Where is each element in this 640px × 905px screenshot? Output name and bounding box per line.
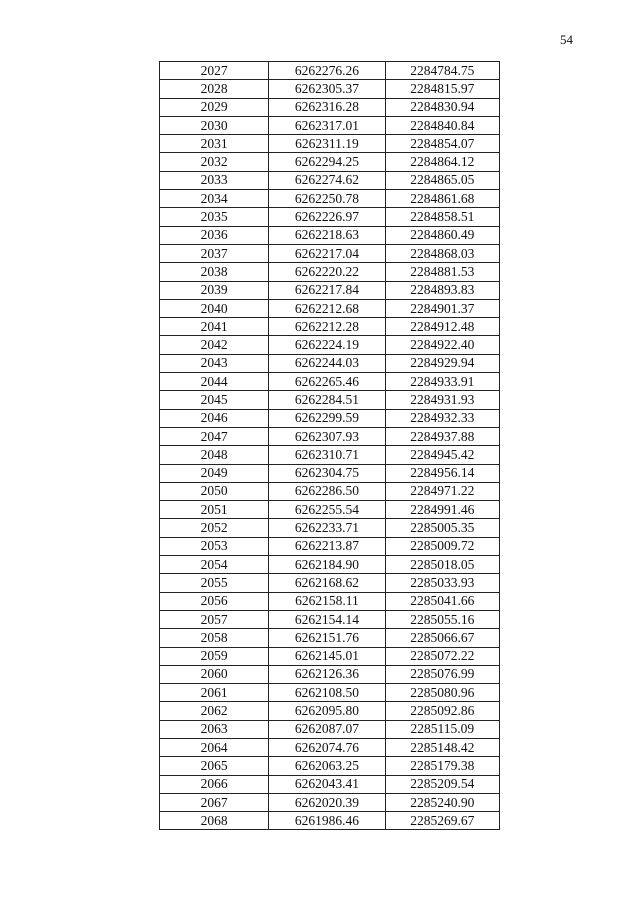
point-number-cell: 2056 [160, 592, 269, 610]
y-coordinate-cell: 2285240.90 [385, 793, 499, 811]
x-coordinate-cell: 6262020.39 [269, 793, 385, 811]
y-coordinate-cell: 2284929.94 [385, 354, 499, 372]
table-row [160, 190, 500, 208]
point-number-cell: 2036 [160, 226, 269, 244]
x-coordinate-cell: 6262126.36 [269, 665, 385, 683]
table-row [160, 464, 500, 482]
table-row [160, 610, 500, 628]
y-coordinate-cell: 2284860.49 [385, 226, 499, 244]
table-row [160, 281, 500, 299]
page-number: 54 [560, 32, 573, 47]
x-coordinate-cell: 6262226.97 [269, 208, 385, 226]
table-row [160, 720, 500, 738]
x-coordinate-cell: 6262274.62 [269, 171, 385, 189]
y-coordinate-cell: 2284912.48 [385, 318, 499, 336]
table-row [160, 153, 500, 171]
y-coordinate-cell: 2284937.88 [385, 427, 499, 445]
table-row [160, 336, 500, 354]
point-number-cell: 2061 [160, 684, 269, 702]
y-coordinate-cell: 2284945.42 [385, 446, 499, 464]
x-coordinate-cell: 6262212.28 [269, 318, 385, 336]
point-number-cell: 2038 [160, 263, 269, 281]
x-coordinate-cell: 6262217.04 [269, 244, 385, 262]
table-row [160, 171, 500, 189]
x-coordinate-cell: 6262317.01 [269, 116, 385, 134]
x-coordinate-cell: 6262168.62 [269, 574, 385, 592]
y-coordinate-cell: 2285072.22 [385, 647, 499, 665]
y-coordinate-cell: 2284931.93 [385, 391, 499, 409]
y-coordinate-cell: 2284922.40 [385, 336, 499, 354]
table-row [160, 116, 500, 134]
table-row [160, 684, 500, 702]
y-coordinate-cell: 2285055.16 [385, 610, 499, 628]
point-number-cell: 2065 [160, 757, 269, 775]
y-coordinate-cell: 2284830.94 [385, 98, 499, 116]
point-number-cell: 2048 [160, 446, 269, 464]
x-coordinate-cell: 6262158.11 [269, 592, 385, 610]
table-row [160, 80, 500, 98]
y-coordinate-cell: 2284864.12 [385, 153, 499, 171]
table-row [160, 647, 500, 665]
y-coordinate-cell: 2285033.93 [385, 574, 499, 592]
x-coordinate-cell: 6262286.50 [269, 482, 385, 500]
y-coordinate-cell: 2285066.67 [385, 629, 499, 647]
point-number-cell: 2031 [160, 135, 269, 153]
y-coordinate-cell: 2284784.75 [385, 62, 499, 80]
x-coordinate-cell: 6262184.90 [269, 556, 385, 574]
point-number-cell: 2027 [160, 62, 269, 80]
x-coordinate-cell: 6262305.37 [269, 80, 385, 98]
x-coordinate-cell: 6262213.87 [269, 537, 385, 555]
table-row [160, 226, 500, 244]
table-row [160, 519, 500, 537]
point-number-cell: 2037 [160, 244, 269, 262]
table-row [160, 738, 500, 756]
point-number-cell: 2044 [160, 373, 269, 391]
x-coordinate-cell: 6262095.80 [269, 702, 385, 720]
coordinates-table-body [160, 62, 500, 830]
table-row [160, 757, 500, 775]
y-coordinate-cell: 2284861.68 [385, 190, 499, 208]
table-row [160, 812, 500, 830]
table-row [160, 409, 500, 427]
point-number-cell: 2034 [160, 190, 269, 208]
x-coordinate-cell: 6262307.93 [269, 427, 385, 445]
x-coordinate-cell: 6262311.19 [269, 135, 385, 153]
y-coordinate-cell: 2284956.14 [385, 464, 499, 482]
x-coordinate-cell: 6262233.71 [269, 519, 385, 537]
x-coordinate-cell: 6262250.78 [269, 190, 385, 208]
x-coordinate-cell: 6262224.19 [269, 336, 385, 354]
point-number-cell: 2039 [160, 281, 269, 299]
x-coordinate-cell: 6262299.59 [269, 409, 385, 427]
point-number-cell: 2049 [160, 464, 269, 482]
table-row [160, 98, 500, 116]
table-row [160, 629, 500, 647]
x-coordinate-cell: 6261986.46 [269, 812, 385, 830]
point-number-cell: 2062 [160, 702, 269, 720]
x-coordinate-cell: 6262220.22 [269, 263, 385, 281]
x-coordinate-cell: 6262276.26 [269, 62, 385, 80]
x-coordinate-cell: 6262217.84 [269, 281, 385, 299]
y-coordinate-cell: 2284865.05 [385, 171, 499, 189]
table-row [160, 427, 500, 445]
point-number-cell: 2051 [160, 501, 269, 519]
table-row [160, 62, 500, 80]
x-coordinate-cell: 6262151.76 [269, 629, 385, 647]
x-coordinate-cell: 6262063.25 [269, 757, 385, 775]
point-number-cell: 2032 [160, 153, 269, 171]
point-number-cell: 2059 [160, 647, 269, 665]
point-number-cell: 2047 [160, 427, 269, 445]
table-row [160, 482, 500, 500]
x-coordinate-cell: 6262284.51 [269, 391, 385, 409]
point-number-cell: 2035 [160, 208, 269, 226]
x-coordinate-cell: 6262316.28 [269, 98, 385, 116]
x-coordinate-cell: 6262304.75 [269, 464, 385, 482]
x-coordinate-cell: 6262212.68 [269, 299, 385, 317]
y-coordinate-cell: 2285209.54 [385, 775, 499, 793]
point-number-cell: 2060 [160, 665, 269, 683]
point-number-cell: 2067 [160, 793, 269, 811]
table-row [160, 537, 500, 555]
table-row [160, 208, 500, 226]
y-coordinate-cell: 2285005.35 [385, 519, 499, 537]
table-row [160, 299, 500, 317]
point-number-cell: 2052 [160, 519, 269, 537]
table-row [160, 354, 500, 372]
x-coordinate-cell: 6262244.03 [269, 354, 385, 372]
point-number-cell: 2043 [160, 354, 269, 372]
point-number-cell: 2055 [160, 574, 269, 592]
table-row [160, 574, 500, 592]
point-number-cell: 2046 [160, 409, 269, 427]
table-row [160, 556, 500, 574]
table-row [160, 318, 500, 336]
y-coordinate-cell: 2285018.05 [385, 556, 499, 574]
table-row [160, 391, 500, 409]
x-coordinate-cell: 6262310.71 [269, 446, 385, 464]
table-row [160, 501, 500, 519]
point-number-cell: 2028 [160, 80, 269, 98]
table-row [160, 263, 500, 281]
y-coordinate-cell: 2284933.91 [385, 373, 499, 391]
table-row [160, 592, 500, 610]
point-number-cell: 2030 [160, 116, 269, 134]
table-row [160, 373, 500, 391]
x-coordinate-cell: 6262154.14 [269, 610, 385, 628]
x-coordinate-cell: 6262265.46 [269, 373, 385, 391]
y-coordinate-cell: 2284991.46 [385, 501, 499, 519]
y-coordinate-cell: 2285148.42 [385, 738, 499, 756]
x-coordinate-cell: 6262255.54 [269, 501, 385, 519]
table-row [160, 244, 500, 262]
y-coordinate-cell: 2284840.84 [385, 116, 499, 134]
y-coordinate-cell: 2284971.22 [385, 482, 499, 500]
y-coordinate-cell: 2285115.09 [385, 720, 499, 738]
table-row [160, 446, 500, 464]
table-row [160, 702, 500, 720]
x-coordinate-cell: 6262074.76 [269, 738, 385, 756]
point-number-cell: 2040 [160, 299, 269, 317]
point-number-cell: 2054 [160, 556, 269, 574]
point-number-cell: 2042 [160, 336, 269, 354]
point-number-cell: 2063 [160, 720, 269, 738]
y-coordinate-cell: 2284854.07 [385, 135, 499, 153]
x-coordinate-cell: 6262218.63 [269, 226, 385, 244]
point-number-cell: 2053 [160, 537, 269, 555]
x-coordinate-cell: 6262294.25 [269, 153, 385, 171]
y-coordinate-cell: 2284893.83 [385, 281, 499, 299]
table-row [160, 665, 500, 683]
point-number-cell: 2033 [160, 171, 269, 189]
x-coordinate-cell: 6262108.50 [269, 684, 385, 702]
point-number-cell: 2041 [160, 318, 269, 336]
y-coordinate-cell: 2285041.66 [385, 592, 499, 610]
point-number-cell: 2057 [160, 610, 269, 628]
x-coordinate-cell: 6262043.41 [269, 775, 385, 793]
y-coordinate-cell: 2284881.53 [385, 263, 499, 281]
x-coordinate-cell: 6262087.07 [269, 720, 385, 738]
table-row [160, 775, 500, 793]
point-number-cell: 2064 [160, 738, 269, 756]
y-coordinate-cell: 2284932.33 [385, 409, 499, 427]
point-number-cell: 2066 [160, 775, 269, 793]
table-row [160, 793, 500, 811]
x-coordinate-cell: 6262145.01 [269, 647, 385, 665]
point-number-cell: 2029 [160, 98, 269, 116]
table-row [160, 135, 500, 153]
y-coordinate-cell: 2284868.03 [385, 244, 499, 262]
y-coordinate-cell: 2284858.51 [385, 208, 499, 226]
y-coordinate-cell: 2285092.86 [385, 702, 499, 720]
point-number-cell: 2058 [160, 629, 269, 647]
y-coordinate-cell: 2285179.38 [385, 757, 499, 775]
y-coordinate-cell: 2284815.97 [385, 80, 499, 98]
y-coordinate-cell: 2285009.72 [385, 537, 499, 555]
point-number-cell: 2045 [160, 391, 269, 409]
y-coordinate-cell: 2284901.37 [385, 299, 499, 317]
y-coordinate-cell: 2285080.96 [385, 684, 499, 702]
coordinates-table [159, 61, 500, 830]
point-number-cell: 2050 [160, 482, 269, 500]
point-number-cell: 2068 [160, 812, 269, 830]
y-coordinate-cell: 2285076.99 [385, 665, 499, 683]
y-coordinate-cell: 2285269.67 [385, 812, 499, 830]
